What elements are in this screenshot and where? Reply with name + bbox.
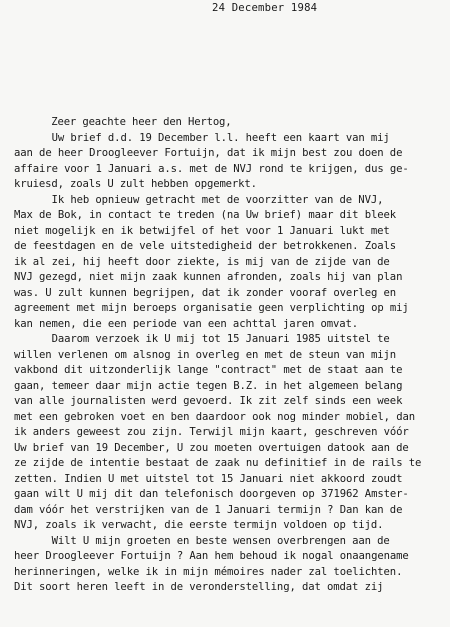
letter-date: 24 December 1984 (212, 2, 318, 14)
letter-line: gaan, temeer daar mijn actie tegen B.Z. in het algemeen belang (14, 379, 403, 392)
letter-line: dam vóór het verstrijken van de 1 Januari termijn ? Dan kan de (14, 503, 403, 516)
letter-body (14, 115, 450, 596)
letter-line: Zeer geachte heer den Hertog, (14, 116, 232, 128)
letter-line: affaire voor 1 Januari a.s. met de NVJ rond te krijgen, dus ge- (14, 162, 409, 175)
letter-line: vakbond dit uitzonderlijk lange "contract" met de staat aan te (14, 364, 403, 376)
letter-line: Dit soort heren leeft in de veronderstelling, dat omdat zij (14, 581, 384, 593)
letter-line: ik al zei, hij heeft door ziekte, is mij van de zijde van de (14, 255, 390, 268)
letter-line: NVJ, zoals ik verwacht, die eerste termijn voldoen op tijd. (14, 519, 384, 531)
letter-line: kruiesd, zoals U zult hebben opgemerkt. (14, 178, 257, 190)
letter-line: van alle journalisten werd gevoerd. Ik zit zelf sinds een week (14, 395, 403, 407)
letter-line: ze zijde de intentie bestaat de zaak nu definitief in de rails te (14, 457, 422, 469)
letter-line: Uw brief van 19 December, U zou moeten overtuigen datook aan de (14, 441, 409, 454)
letter-line: Daarom verzoek ik U mij tot 15 Januari 1985 uitstel te (14, 333, 390, 345)
letter-line: was. U zult kunnen begrijpen, dat ik zonder vooraf overleg en (14, 286, 397, 299)
letter-line: Ik heb opnieuw getracht met de voorzitter van de NVJ, (14, 193, 384, 206)
letter-line: niet mogelijk en ik betwijfel of het voor 1 Januari lukt met (14, 224, 390, 237)
letter-line: Max de Bok, in contact te treden (na Uw brief) maar dit bleek (14, 209, 397, 221)
letter-line: aan de heer Droogleever Fortuijn, dat ik mijn best zou doen de (14, 147, 403, 159)
letter-line: herinneringen, welke ik in mijn mémoires nader zal toelichten. (14, 565, 403, 578)
letter-line: NVJ gezegd, niet mijn zaak kunnen afronden, zoals hij van plan (14, 271, 403, 283)
letter-line: agreement met mijn beroeps organisatie geen verplichting op mij (14, 302, 409, 314)
letter-line: zetten. Indien U met uitstel tot 15 Januari niet akkoord zoudt (14, 472, 403, 485)
letter-line: heer Droogleever Fortuijn ? Aan hem behoud ik nogal onaangename (14, 550, 409, 562)
letter-line: de feestdagen en de vele uitstedigheid der betrokkenen. Zoals (14, 240, 397, 252)
letter-line: willen verlenen om alsnog in overleg en met de steun van mijn (14, 348, 397, 361)
letter-line: met een gebroken voet en ben daardoor ook nog minder mobiel, dan (14, 410, 415, 423)
letter-line: gaan wilt U mij dit dan telefonisch doorgeven op 371962 Amster- (14, 488, 409, 500)
letter-line: Wilt U mijn groeten en beste wensen overbrengen aan de (14, 534, 390, 547)
letter-line: kan nemen, die een periode van een achttal jaren omvat. (14, 317, 359, 330)
letter-line: Uw brief d.d. 19 December l.l. heeft een kaart van mij (14, 131, 390, 144)
letter-line: ik anders geweest zou zijn. Terwijl mijn kaart, geschreven vóór (14, 426, 409, 438)
